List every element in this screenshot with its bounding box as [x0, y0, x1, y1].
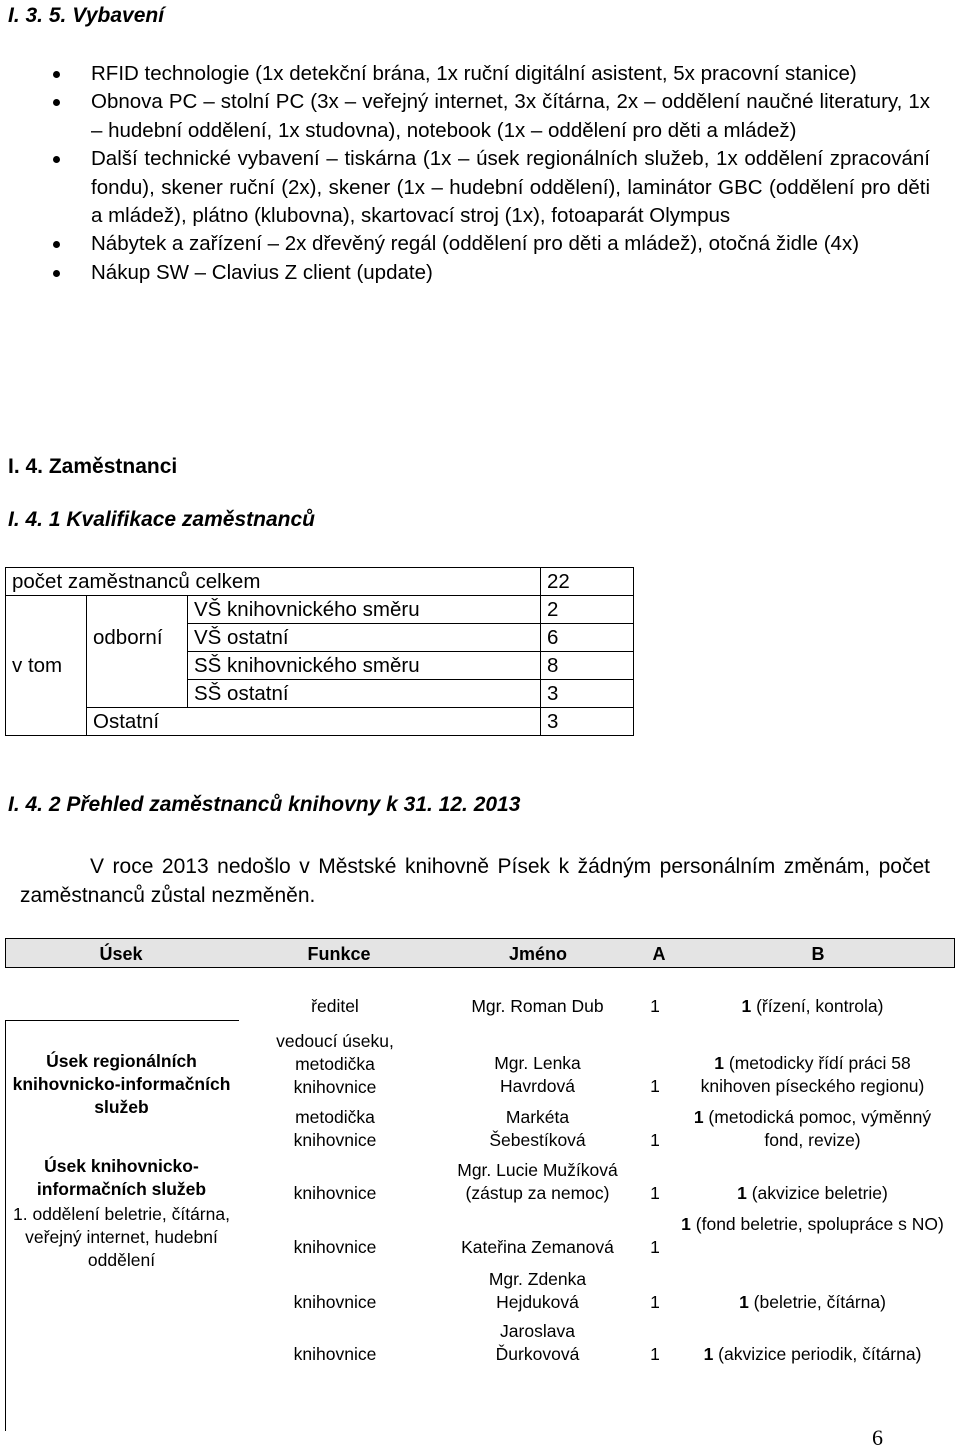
odborni-label: odborní [87, 596, 188, 708]
table-row [6, 708, 634, 736]
bullet-icon [53, 156, 60, 163]
row-a: 1 [650, 1183, 660, 1203]
qual-row-value: 6 [541, 624, 634, 652]
qual-row-value: 3 [541, 680, 634, 708]
list-item-text: RFID technologie (1x detekční brána, 1x ruční digitální asistent, 5x pracovní stanice) [91, 62, 857, 85]
list-item-text: Nábytek a zařízení – 2x dřevěný regál (oddělení pro děti a mládež), otočná židle (4x) [91, 232, 860, 256]
row-funkce: vedoucí úseku, metodička knihovnice [276, 1031, 394, 1097]
qual-row-value: 2 [541, 596, 634, 624]
department-regional: Úsek regionálních knihovnicko-informačních služeb [12, 1051, 231, 1117]
row-b: 1 (akvizice periodik, čítárna) [703, 1344, 922, 1364]
department-beletrie: 1. oddělení beletrie, čítárna, veřejný internet, hudební oddělení [13, 1204, 230, 1270]
row-b: 1 (řízení, kontrola) [741, 996, 884, 1016]
list-item [50, 259, 930, 287]
v-tom-label: v tom [6, 596, 87, 736]
other-value: 3 [541, 708, 634, 736]
qual-row-label: VŠ ostatní [188, 624, 541, 652]
qual-row-value: 8 [541, 652, 634, 680]
row-a: 1 [650, 1130, 660, 1150]
row-a: 1 [650, 1076, 660, 1096]
paragraph-text: V roce 2013 nedošlo v Městské knihovně Písek k žádným personálním změnám, počet zaměstnanců zůstal nezměněn. [20, 855, 930, 907]
department-kis: Úsek knihovnicko-informačních služeb [36, 1156, 207, 1199]
row-jmeno: Mgr. Lenka Havrdová [494, 1053, 581, 1096]
total-value: 22 [541, 568, 634, 596]
list-item [50, 88, 930, 145]
staff-paragraph [20, 852, 930, 910]
row-b: 1 (fond beletrie, spolupráce s NO) [681, 1214, 944, 1234]
staff-table-header [5, 938, 955, 968]
table-row [6, 596, 634, 624]
list-item-text: Obnova PC – stolní PC (3x – veřejný internet, 3x čítárna, 2x – oddělení naučné literatury, 1x – hudební oddělení, 1x studovna), notebook (1x – oddělení pro děti a mládež) [91, 90, 930, 142]
row-funkce: knihovnice [293, 1344, 377, 1364]
list-item [50, 60, 930, 88]
list-item [50, 230, 930, 258]
row-jmeno: Mgr. Roman Dub [471, 996, 604, 1016]
row-jmeno: Mgr. Zdenka Hejduková [488, 1269, 587, 1312]
header-jmeno: Jméno [508, 944, 568, 964]
row-jmeno: Jaroslava Ďurkovová [495, 1321, 580, 1364]
header-funkce: Funkce [307, 944, 371, 964]
row-funkce: ředitel [311, 996, 359, 1016]
header-a: A [652, 944, 666, 964]
row-funkce: knihovnice [293, 1237, 377, 1257]
bullet-icon [53, 71, 60, 78]
qual-row-label: VŠ knihovnického směru [188, 596, 541, 624]
row-jmeno: Markéta Šebestíková [489, 1107, 586, 1150]
qualification-table [5, 567, 634, 736]
section-heading-staff: I. 4. Zaměstnanci [8, 455, 178, 478]
row-b: 1 (beletrie, čítárna) [739, 1292, 886, 1312]
equipment-list [50, 60, 930, 287]
subheading-staff-overview: I. 4. 2 Přehled zaměstnanců knihovny k 31. 12. 2013 [8, 793, 521, 816]
table-row [6, 568, 634, 596]
other-label: Ostatní [87, 708, 541, 736]
row-funkce: knihovnice [293, 1183, 377, 1203]
row-a: 1 [650, 1237, 660, 1257]
page-number: 6 [872, 1425, 883, 1450]
subheading-qualification: I. 4. 1 Kvalifikace zaměstnanců [8, 508, 315, 531]
row-b: 1 (metodická pomoc, výměnný fond, revize) [693, 1107, 932, 1150]
row-a: 1 [650, 1344, 660, 1364]
bullet-icon [53, 241, 60, 248]
qual-row-label: SŠ knihovnického směru [188, 652, 541, 680]
row-jmeno: Kateřina Zemanová [461, 1237, 614, 1257]
row-funkce: metodička knihovnice [293, 1107, 377, 1150]
bullet-icon [53, 99, 60, 106]
qual-row-label: SŠ ostatní [188, 680, 541, 708]
row-funkce: knihovnice [293, 1292, 377, 1312]
row-b: 1 (metodicky řídí práci 58 knihoven píseckého regionu) [700, 1053, 925, 1096]
header-b: B [811, 944, 825, 964]
row-b: 1 (akvizice beletrie) [737, 1183, 888, 1203]
section-heading-equipment: I. 3. 5. Vybavení [8, 4, 165, 27]
row-a: 1 [650, 996, 660, 1016]
total-label: počet zaměstnanců celkem [6, 568, 541, 596]
bullet-icon [53, 270, 60, 277]
row-jmeno: Mgr. Lucie Mužíková (zástup za nemoc) [457, 1160, 618, 1203]
header-usek: Úsek [99, 944, 143, 964]
row-a: 1 [650, 1292, 660, 1312]
list-item [50, 145, 930, 230]
list-item-text: Další technické vybavení – tiskárna (1x – úsek regionálních služeb, 1x oddělení zpracování fondu), skener ruční (2x), skener (1x – hudební oddělení), laminátor GBC (oddělení pro děti a mládež), plátno (klubovna), skartovací stroj (1x), fotoaparát Olympus [91, 147, 930, 228]
list-item-text: Nákup SW – Clavius Z client (update) [91, 260, 433, 284]
